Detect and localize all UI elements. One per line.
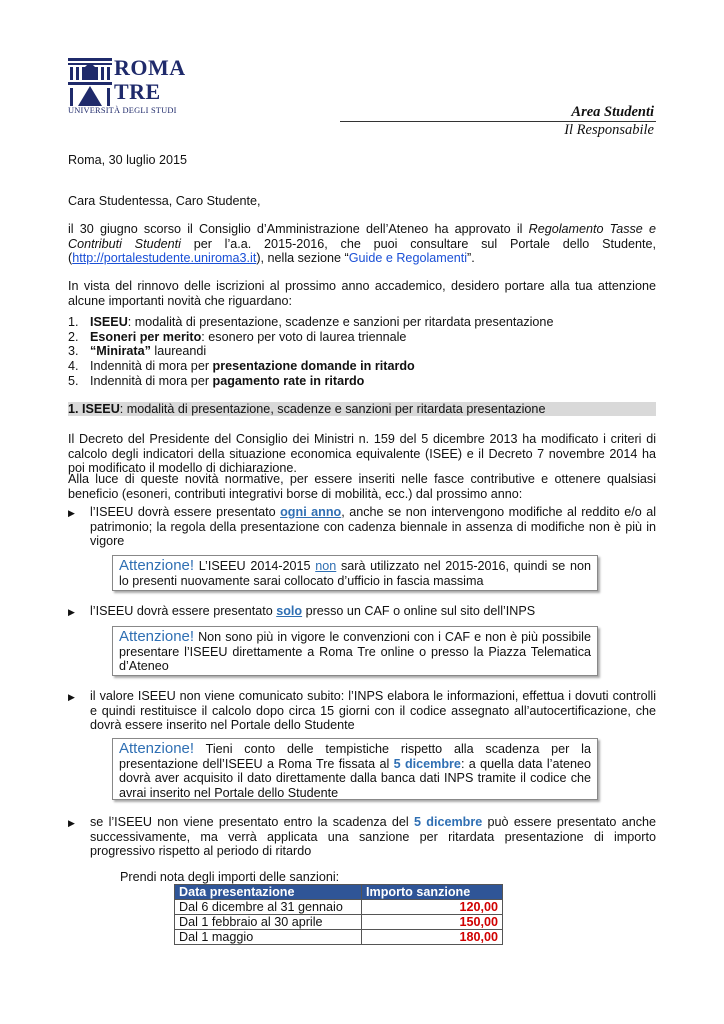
text-run: per l’a.a. 2015-2016, che puoi consultare sul Portale dello Studente, ( bbox=[68, 236, 656, 266]
bullet-item bbox=[68, 604, 656, 620]
column-header: Importo sanzione bbox=[362, 885, 503, 900]
sanctions-table-title: Prendi nota degli importi delle sanzioni: bbox=[120, 870, 340, 884]
attention-label: Attenzione! bbox=[119, 740, 195, 757]
letter-date: Roma, 30 luglio 2015 bbox=[68, 153, 188, 167]
regulation-title: Regolamento Tasse e Contributi Studenti bbox=[68, 222, 656, 251]
attention-box bbox=[112, 626, 598, 676]
area-role: Il Responsabile bbox=[564, 122, 654, 138]
amount-cell: 180,00 bbox=[362, 930, 503, 945]
amount-cell: 120,00 bbox=[362, 900, 503, 915]
roma-tre-logo bbox=[68, 55, 185, 118]
list-bold: pagamento rate in ritardo bbox=[212, 373, 365, 388]
header-rule bbox=[340, 121, 656, 122]
bullet-arrow-icon: ▶ bbox=[68, 818, 75, 828]
list-bold: “Minirata” bbox=[90, 344, 151, 359]
logo-wordmark: ROMA TRE bbox=[114, 55, 185, 104]
sanctions-table bbox=[174, 884, 503, 945]
list-bold: Esoneri per merito bbox=[90, 329, 202, 344]
section-number: 1. ISEEU bbox=[68, 402, 120, 416]
attention-box bbox=[112, 738, 598, 800]
news-paragraph: In vista del rinnovo delle iscrizioni al prossimo anno accademico, desidero portare alla tua attenzione alcune importanti novità che riguardano: bbox=[68, 279, 656, 308]
list-item bbox=[68, 359, 656, 374]
intro-paragraph bbox=[68, 222, 656, 266]
portal-link[interactable]: http://portalestudente.uniroma3.it bbox=[72, 251, 257, 266]
text-run: l’ISEEU dovrà essere presentato bbox=[90, 604, 277, 618]
column-header: Data presentazione bbox=[175, 885, 362, 900]
highlight-text: non bbox=[315, 559, 337, 573]
novelty-paragraph: Alla luce di queste novità normative, per essere inseriti nelle fasce contributive e ottenere qualsiasi beneficio (esoneri, contributi integrativi borse di mobilità, ecc.) dal prossimo anno: bbox=[68, 472, 656, 501]
text-run: Tieni conto delle tempistiche rispetto alla scadenza per la presentazione dell’ISEEU a Roma Tre fissata al bbox=[119, 742, 591, 771]
greeting: Cara Studentessa, Caro Studente, bbox=[68, 194, 261, 208]
list-bold: ISEEU bbox=[90, 315, 128, 329]
bullet-arrow-icon: ▶ bbox=[68, 692, 75, 702]
table-row bbox=[175, 915, 503, 930]
list-bold: presentazione domande in ritardo bbox=[212, 359, 415, 374]
text-run: l’ISEEU dovrà essere presentato bbox=[90, 505, 281, 519]
section-heading-iseeu bbox=[68, 402, 656, 416]
text-run: Non sono più in vigore le convenzioni con i CAF e non è più possibile presentare l’ISEEU direttamente a Roma Tre online o presso la Piazza Telematica d’Ateneo bbox=[119, 630, 591, 674]
bullet-item bbox=[68, 689, 656, 733]
table-header-row bbox=[175, 885, 503, 900]
list-number: 1. bbox=[68, 315, 79, 329]
guide-link[interactable]: Guide e Regolamenti bbox=[348, 251, 468, 266]
logo-building-icon bbox=[68, 58, 114, 106]
list-number: 2. bbox=[68, 329, 79, 344]
news-list bbox=[68, 315, 656, 389]
decree-paragraph: Il Decreto del Presidente del Consiglio dei Ministri n. 159 del 5 dicembre 2013 ha modificato i criteri di calcolo degli indicatori della situazione economica equivalente (ISEE) e il Decreto 7 novembre 2014 ha poi modificato il modello di dichiarazione. bbox=[68, 432, 656, 476]
list-number: 4. bbox=[68, 359, 79, 374]
text-run: il 30 giugno scorso il Consiglio d’Amministrazione dell’Ateneo ha approvato il bbox=[68, 222, 529, 236]
list-number: 3. bbox=[68, 344, 79, 359]
attention-label: Attenzione! bbox=[119, 628, 195, 645]
logo-subtitle: UNIVERSITÀ DEGLI STUDI bbox=[68, 106, 177, 115]
table-row bbox=[175, 900, 503, 915]
section-title: : modalità di presentazione, scadenze e sanzioni per ritardata presentazione bbox=[119, 402, 546, 416]
list-number: 5. bbox=[68, 373, 79, 388]
area-title: Area Studenti bbox=[571, 104, 654, 120]
list-text: Indennità di mora per bbox=[90, 359, 213, 374]
list-item bbox=[68, 330, 656, 345]
text-run: ”. bbox=[467, 251, 475, 266]
highlight-text: solo bbox=[276, 604, 303, 618]
table-cell: Dal 6 dicembre al 31 gennaio bbox=[175, 900, 362, 915]
bullet-text: il valore ISEEU non viene comunicato subito: l’INPS elabora le informazioni, effettua i dovuti controlli e quindi restituisce il calcolo dopo circa 15 giorni con il codice assegnato all’autocertificazione, che dovrà essere inserito nel Portale dello Studente bbox=[90, 689, 656, 733]
table-cell: Dal 1 febbraio al 30 aprile bbox=[175, 915, 362, 930]
highlight-text: ogni anno bbox=[280, 505, 342, 519]
bullet-arrow-icon: ▶ bbox=[68, 607, 75, 617]
deadline-highlight: 5 dicembre bbox=[393, 756, 461, 771]
list-text: Indennità di mora per bbox=[90, 373, 213, 388]
bullet-item bbox=[68, 815, 656, 859]
text-run: ), nella sezione “ bbox=[256, 251, 349, 266]
text-run: sarà utilizzato nel 2015-2016, quindi se non lo presenti nuovamente sarai collocato d’ufficio in fascia massima bbox=[119, 559, 592, 588]
amount-cell: 150,00 bbox=[362, 915, 503, 930]
table-row bbox=[175, 930, 503, 945]
table-cell: Dal 1 maggio bbox=[175, 930, 362, 945]
list-item bbox=[68, 374, 656, 389]
bullet-item bbox=[68, 505, 656, 549]
text-run: : a quella data l’ateneo dovrà aver acquisito il dato direttamente dalla banca dati INPS tramite il codice che avrai inserito nel Portale dello Studente bbox=[119, 756, 591, 800]
list-item bbox=[68, 315, 656, 330]
list-text: : esonero per voto di laurea triennale bbox=[201, 329, 407, 344]
attention-box bbox=[112, 555, 598, 591]
text-run: presso un CAF o online sul sito dell’INPS bbox=[302, 604, 536, 618]
list-text: laureandi bbox=[150, 344, 207, 359]
text-run: , anche se non intervengono modifiche al reddito e/o al patrimonio; la regola della presentazione con cadenza biennale in assenza di modifiche non è più in vigore bbox=[90, 505, 656, 549]
text-run: se l’ISEEU non viene presentato entro la scadenza del bbox=[90, 815, 414, 829]
deadline-highlight: 5 dicembre bbox=[414, 815, 483, 829]
list-item bbox=[68, 344, 656, 359]
text-run: L’ISEEU 2014-2015 bbox=[194, 559, 316, 573]
bullet-arrow-icon: ▶ bbox=[68, 508, 75, 518]
list-text: : modalità di presentazione, scadenze e sanzioni per ritardata presentazione bbox=[127, 315, 554, 329]
text-run: può essere presentato anche successivamente, ma verrà applicata una sanzione per ritardata presentazione di importo progressivo rispetto al periodo di ritardo bbox=[90, 815, 657, 859]
attention-label: Attenzione! bbox=[119, 557, 195, 574]
